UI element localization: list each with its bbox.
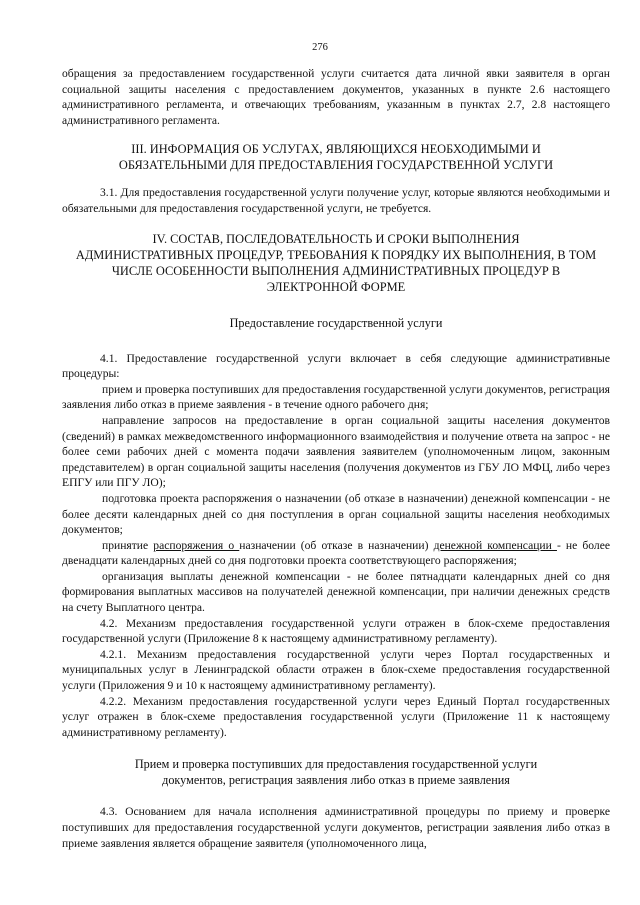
page-number: 276 [312, 42, 328, 53]
section-4-heading-line-1: IV. СОСТАВ, ПОСЛЕДОВАТЕЛЬНОСТЬ И СРОКИ ВЫПОЛНЕНИЯ [152, 231, 520, 246]
subheading-service-provision: Предоставление государственной услуги [229, 315, 443, 330]
paragraph-3-1: 3.1. Для предоставления государственной услуги получение услуг, которые являются необходимыми и обязательными для предоставления государственной услуги, не требуется. [62, 186, 610, 215]
intro-paragraph: обращения за предоставлением государственной услуги считается дата личной явки заявителя в орган социальной защиты населения с предоставлением документов, указанных в пункте 2.6 настоящего административного регламента, и отвечающих требованиям, указанным в пунктах 2.7, 2.8 настоящего административного регламента. [62, 67, 610, 127]
procedure-4 [62, 538, 610, 569]
section-3-heading-line-2: ОБЯЗАТЕЛЬНЫМИ ДЛЯ ПРЕДОСТАВЛЕНИЯ ГОСУДАРСТВЕННОЙ УСЛУГИ [118, 158, 554, 173]
subheading-document-intake-line-2: документов, регистрация заявления либо отказ в приеме заявления [162, 773, 510, 788]
paragraph-4-2: 4.2. Механизм предоставления государственной услуги отражен в блок-схеме предоставления государственной услуги (Приложение 8 к настоящему административному регламенту). [62, 616, 610, 646]
paragraph-4-1: 4.1. Предоставление государственной услуги включает в себя следующие административные процедуры: [62, 351, 610, 381]
procedure-5: организация выплаты денежной компенсации - не более пятнадцати календарных дней со дня формирования выплатных массивов на получателей денежной компенсации, при наличии денежных средств на счету Выплатного центра. [62, 569, 610, 615]
section-4-heading-line-2: АДМИНИСТРАТИВНЫХ ПРОЦЕДУР, ТРЕБОВАНИЯ К ПОРЯДКУ ИХ ВЫПОЛНЕНИЯ, В ТОМ [75, 247, 597, 262]
subheading-document-intake-line-1: Прием и проверка поступивших для предоставления государственной услуги [134, 757, 538, 772]
procedure-4-part-c: - не более двенадцати календарных дней со дня подготовки проекта соответствующего распоряжения; [62, 538, 611, 568]
procedure-4-part-b: назначении (об отказе в назначении) [239, 538, 434, 552]
paragraph-4-2-1: 4.2.1. Механизм предоставления государственной услуги через Портал государственных и муниципальных услуг в Ленинградской области отражен в блок-схеме предоставления государственной услуги (Приложения 9 и 10 к настоящему административному регламенту). [62, 647, 610, 693]
procedure-4-underline-2: денежной компенсации [433, 538, 557, 552]
section-4-heading-line-3: ЧИСЛЕ ОСОБЕННОСТИ ВЫПОЛНЕНИЯ АДМИНИСТРАТИВНЫХ ПРОЦЕДУР В [111, 263, 561, 278]
procedure-3: подготовка проекта распоряжения о назначении (об отказе в назначении) денежной компенсации - не более десяти календарных дней со дня поступления в орган социальной защиты населения необходимых документов; [62, 491, 610, 537]
procedure-1: прием и проверка поступивших для предоставления государственной услуги документов, регистрация заявления либо отказ в приеме заявления - в течение одного рабочего дня; [62, 382, 610, 412]
page-content [62, 66, 610, 851]
section-3-heading-line-1: III. ИНФОРМАЦИЯ ОБ УСЛУГАХ, ЯВЛЯЮЩИХСЯ НЕОБХОДИМЫМИ И [131, 142, 541, 157]
section-4-heading-line-4: ЭЛЕКТРОННОЙ ФОРМЕ [266, 279, 406, 294]
section-4-heading [62, 231, 610, 295]
procedure-2: направление запросов на предоставление в орган социальной защиты населения документов (сведений) в рамках межведомственного информационного взаимодействия и получение ответа на запрос - не более семи рабочих дней с момента подачи заявления заявителем (уполномоченным лицом, законным представителем) в орган социальной защиты населения (получения документов из ГБУ ЛО МФЦ, либо через ЕПГУ или ПГУ ЛО); [62, 413, 610, 490]
paragraph-4-3: 4.3. Основанием для начала исполнения административной процедуры по приему и проверке поступивших для предоставления государственной услуги документов, регистрации заявления либо отказ в приеме заявления является обращение заявителя (уполномоченного лица, [62, 805, 610, 850]
section-3-heading [62, 141, 610, 173]
procedure-4-part-a: принятие [102, 538, 154, 552]
procedure-4-underline-1: распоряжения о [153, 538, 240, 552]
subheading-document-intake [62, 756, 610, 788]
paragraph-4-2-2: 4.2.2. Механизм предоставления государственной услуги через Единый Портал государственных услуг отражен в блок-схеме предоставления государственной услуги (Приложение 11 к настоящему административному регламенту). [62, 694, 610, 739]
